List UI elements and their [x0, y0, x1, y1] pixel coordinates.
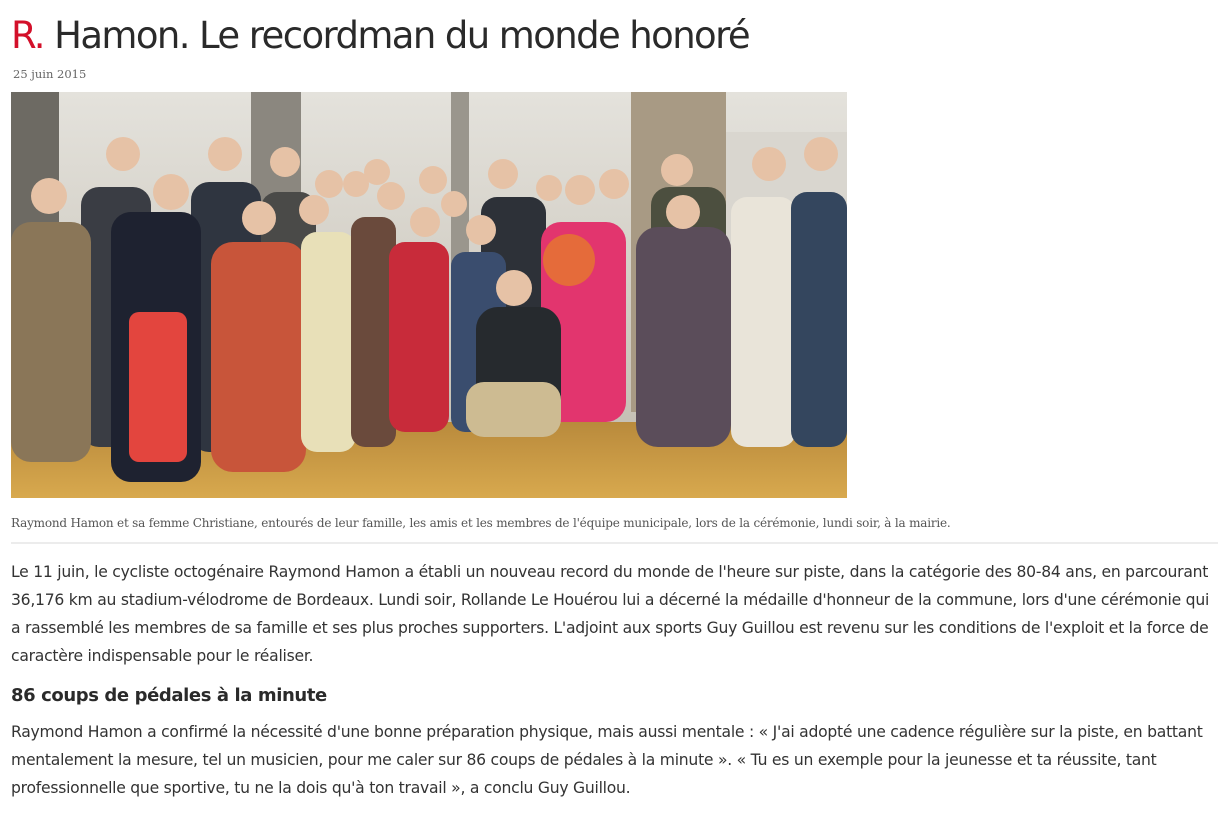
group-photo[interactable] [11, 92, 847, 498]
paragraph-intro: Le 11 juin, le cycliste octogénaire Raymond Hamon a établi un nouveau record du monde de l'heure sur piste, dans la catégorie des 80-84 ans, en parcourant 36,176 km au stadium-vélodrome de Bordeaux. Lundi soir, Rollande Le Houérou lui a décerné la médaille d'honneur de la commune, lors d'une cérémonie qui a rassemblé les membres de sa famille et ses plus proches supporters. L'adjoint aux sports Guy Guillou est revenu sur les conditions de l'exploit et la force de caractère indispensable pour le réaliser. [11, 563, 1210, 665]
publication-date: 25 juin 2015 [13, 67, 87, 81]
article [11, 0, 1218, 802]
photo-caption: Raymond Hamon et sa femme Christiane, entourés de leur famille, les amis et les membres de l'équipe municipale, lors de la cérémonie, lundi soir, à la mairie. [11, 516, 951, 530]
divider [11, 542, 1218, 544]
title-initial: R. [11, 14, 44, 57]
photo-illustration [11, 92, 847, 498]
paragraph-quote: Raymond Hamon a confirmé la nécessité d'une bonne préparation physique, mais aussi mentale : « J'ai adopté une cadence régulière sur la piste, en battant mentalement la mesure, tel un musicien, pour me caler sur 86 coups de pédales à la minute ». « Tu es un exemple pour la jeunesse et ta réussite, tant professionnelle que sportive, tu ne la dois qu'à ton travail », a conclu Guy Guillou. [11, 723, 1203, 797]
title-text: Hamon. Le recordman du monde honoré [43, 14, 750, 57]
article-title [11, 0, 1218, 60]
section-subheading: 86 coups de pédales à la minute [11, 685, 327, 706]
